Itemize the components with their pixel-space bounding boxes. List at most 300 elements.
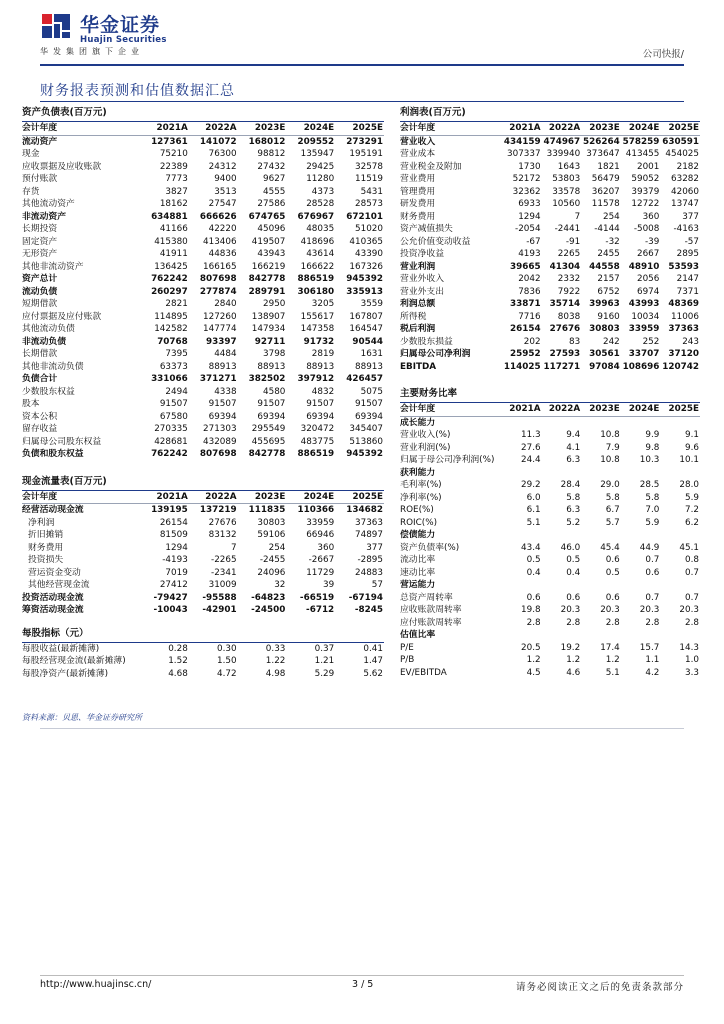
cell-value: 42060 [671,186,699,197]
cell-value: 242 [602,336,620,347]
cell-value: 20.3 [600,605,620,615]
cell-value: 2.8 [566,617,581,628]
cell-value: 0.7 [645,592,660,603]
cell-value: 5.7 [605,517,620,528]
cell-value: 28528 [306,199,335,209]
cell-value: 271303 [203,424,237,434]
cell-value: 43943 [257,249,286,259]
cell-value: 10034 [631,311,660,322]
row-label: 营业税金及附加 [400,161,462,172]
cell-value: 135947 [300,149,335,159]
column-header: 会计年度 [22,490,140,504]
row-label: 存货 [22,186,40,197]
cell-value: 45.4 [600,542,620,553]
cell-value: -2895 [357,555,383,565]
cell-value: 43390 [355,249,383,259]
cell-value: 42220 [208,224,237,234]
cell-value: 74897 [355,530,383,540]
table-row [22,579,384,592]
cell-value: 331066 [151,374,188,384]
disclaimer-note: 请务必阅读正文之后的免责条款部分 [515,982,684,993]
left-column [22,106,384,680]
table-row [22,398,384,411]
table-row [400,654,700,667]
cell-value: 0.6 [566,592,581,603]
cell-value: 11729 [306,567,335,578]
cell-value: -67 [526,236,541,247]
cell-value: 88913 [257,361,286,372]
cell-value: 0.8 [685,555,699,565]
cell-value: 66946 [306,530,335,540]
cell-value: 45.1 [679,542,699,553]
table-row [22,135,384,148]
cell-value: 0.7 [685,567,699,578]
cell-value: 2895 [676,249,699,259]
cell-value: 15.7 [639,642,660,653]
cell-value: 11519 [355,174,383,184]
cell-value: 28.5 [639,480,660,490]
cell-value: 27676 [549,324,581,334]
column-header: 2021A [140,122,189,136]
row-label: 折旧摊销 [28,530,64,540]
row-label: EV/EBITDA [400,667,447,678]
column-header: 2024E [286,490,335,504]
table-row [22,592,384,605]
cell-value: 945392 [346,449,383,459]
table-row [400,504,700,517]
cell-value: 483775 [300,436,335,447]
table-row [22,423,384,436]
table-row [22,386,384,399]
cell-value: 20.3 [679,605,699,615]
cell-value: -57 [684,236,699,247]
cell-value: 634881 [151,211,188,222]
cell-value: 7836 [518,286,541,297]
cell-value: 5.8 [566,492,581,503]
cell-value: 4338 [214,386,237,397]
cell-value: 24883 [355,567,383,578]
cell-value: 1.47 [363,656,383,666]
cell-value: 5.8 [645,492,660,503]
cell-value: 43993 [628,299,660,309]
cell-value: -91 [565,236,581,247]
cell-value: -2341 [211,567,237,578]
cell-value: 371271 [199,374,237,384]
cell-value: 254 [602,211,620,222]
row-label: 其他流动负债 [22,324,75,334]
row-label: 投资活动现金流 [22,592,84,603]
cell-value: 2056 [636,274,660,284]
cell-value: 39 [322,580,335,590]
cell-value: 155617 [300,311,335,322]
row-label: 负债合计 [22,374,58,384]
cell-value: 260297 [151,286,188,297]
cell-value: 9627 [263,174,286,184]
ratio-group-label: 偿债能力 [400,530,436,540]
cell-value: 53803 [552,174,581,184]
cell-value: 4.1 [566,442,581,453]
cell-value: 9.8 [645,442,660,453]
column-header: 2021A [502,403,542,417]
cell-value: 455695 [251,436,286,447]
per-share-heading [22,627,384,643]
table-row [400,617,700,630]
cell-value: 24096 [257,567,286,578]
table-row [400,479,700,492]
cell-value: 37363 [668,324,699,334]
cell-value: 36207 [591,186,620,197]
cell-value: 2332 [557,274,581,284]
cell-value: 3205 [311,299,335,309]
ratio-group-label: 成长能力 [400,417,436,428]
cell-value: 24.4 [521,455,541,465]
cell-value: 252 [642,336,660,347]
cell-value: 48035 [306,224,335,234]
cell-value: 69394 [355,411,383,422]
cell-value: 7 [574,211,581,222]
row-label: 投资损失 [28,555,64,565]
cell-value: 762242 [151,274,188,284]
cell-value: 43.4 [521,542,541,553]
column-header: 会计年度 [22,122,140,136]
cell-value: 1.21 [314,656,335,666]
cell-value: 1631 [360,349,383,359]
cell-value: 69394 [208,411,237,422]
cell-value: 7.0 [645,505,660,515]
cell-value: 254 [268,542,286,553]
cell-value: 32 [274,580,286,590]
cash-flow-heading [22,475,384,491]
cell-value: 7019 [165,567,188,578]
cell-value: 270335 [154,424,188,434]
cell-value: 630591 [662,136,699,147]
row-label: 预付账款 [22,174,58,184]
row-label: 其他经营现金流 [28,580,90,590]
cell-value: 842778 [248,449,286,459]
cell-value: 202 [523,336,541,347]
cell-value: 20.3 [560,605,581,615]
cell-value: 17.4 [600,642,620,653]
row-label: 筹资活动现金流 [22,605,84,615]
cell-value: 5.1 [605,667,620,678]
row-label: 营业收入 [400,136,436,147]
cell-value: 88913 [306,361,335,372]
row-label: 每股经营现金流(最新摊薄) [22,656,126,666]
table-row [22,348,384,361]
row-label: 固定资产 [22,236,58,247]
cell-value: 11578 [591,199,620,209]
row-label: 归属于母公司净利润(%) [400,455,495,465]
row-label: 总资产周转率 [400,592,453,603]
table-row [22,642,384,655]
cell-value: 2819 [311,349,335,359]
row-label: 其他非流动负债 [22,361,84,372]
cell-value: 5431 [360,186,383,197]
cell-value: 27547 [208,199,237,209]
per-share-heading-title: 每股指标（元） [22,627,384,643]
cell-value: 147358 [300,324,335,334]
ratio-group-label: 估值比率 [400,630,436,640]
row-label: P/B [400,655,415,665]
cell-value: -95588 [202,592,237,603]
cell-value: 377 [366,542,383,553]
title-divider [40,101,684,102]
header-divider [40,64,684,66]
column-header: 会计年度 [400,403,502,417]
table-row [400,311,700,324]
section-title: 财务报表预测和估值数据汇总 [40,83,235,99]
row-label: 营业利润 [400,261,436,272]
cell-value: 27412 [159,580,188,590]
cell-value: 9.4 [566,430,581,440]
per-share-table [22,627,384,681]
row-label: 公允价值变动收益 [400,236,471,247]
cell-value: 9400 [214,174,237,184]
column-header: 2025E [335,490,384,504]
table-row [22,554,384,567]
cell-value: 9.9 [645,430,660,440]
cell-value: 137219 [199,505,237,515]
balance-sheet-header-row [22,122,384,136]
ratio-group-row [400,416,700,429]
column-header: 2024E [621,122,661,136]
cell-value: 1.2 [526,655,541,665]
cell-value: 945392 [346,274,383,284]
cell-value: 0.7 [685,592,699,603]
cell-value: 56479 [591,174,620,184]
cell-value: 4193 [518,249,541,259]
row-label: 长期借款 [22,349,58,359]
cell-value: -6712 [306,605,335,615]
footer-url-link[interactable]: http://www.huajinsc.cn/ [40,979,152,990]
cell-value: 2.8 [605,617,620,628]
cash-flow-heading-title: 现金流量表(百万元) [22,475,384,491]
cell-value: 41304 [549,261,581,272]
row-label: 负债和股东权益 [22,449,84,459]
cell-value: 578259 [622,136,660,147]
cell-value: 2821 [165,299,188,309]
cell-value: 33959 [628,324,660,334]
cell-value: 19.8 [521,605,541,615]
cell-value: 5.8 [605,492,620,503]
column-header: 2022A [189,490,238,504]
table-row [22,655,384,668]
cell-value: 138907 [251,311,286,322]
cell-value: 4832 [311,386,335,397]
cell-value: 39963 [589,299,620,309]
cell-value: 2042 [518,274,541,284]
cell-value: 111835 [248,505,286,515]
table-row [22,236,384,249]
row-label: 毛利率(%) [400,480,442,490]
cell-value: 382502 [248,374,286,384]
row-label: 应收票据及应收账款 [22,161,102,172]
cell-value: 98812 [257,149,286,159]
cell-value: 20.3 [639,605,660,615]
cell-value: 22389 [159,161,188,172]
row-label: 经营活动现金流 [22,505,84,515]
cell-value: 1.22 [265,656,286,666]
cell-value: 307337 [507,149,541,159]
cell-value: 7.9 [605,442,620,453]
footer-divider [40,975,684,976]
cell-value: 434159 [503,136,541,147]
cell-value: 5.9 [685,492,699,503]
cell-value: 9.1 [685,430,699,440]
cell-value: 139195 [151,505,188,515]
cell-value: -2667 [308,555,335,565]
cell-value: 91507 [257,399,286,409]
cell-value: 413406 [203,236,237,247]
row-label: 应付票据及应付账款 [22,311,102,322]
table-row [22,186,384,199]
cell-value: 3.3 [685,667,699,678]
cell-value: 27586 [257,199,286,209]
cell-value: 842778 [248,274,286,284]
cell-value: 11280 [306,174,335,184]
row-label: 速动比率 [400,567,436,578]
row-label: 管理费用 [400,186,436,197]
row-label: 无形资产 [22,249,58,259]
table-row [400,236,700,249]
cell-value: 674765 [248,211,286,222]
cell-value: 0.5 [526,555,541,565]
cell-value: 5075 [360,386,383,397]
cell-value: 63282 [671,174,699,184]
cell-value: -42901 [202,605,237,615]
cell-value: 114895 [154,311,188,322]
cell-value: 31009 [208,580,237,590]
table-row [22,361,384,374]
cell-value: 0.6 [645,567,660,578]
cell-value: 5.2 [566,517,581,528]
cell-value: 27.6 [521,442,541,453]
row-label: 营业外收入 [400,274,444,284]
ratio-group-row [400,579,700,592]
cell-value: 167326 [349,261,383,272]
cell-value: 4484 [214,349,237,359]
cell-value: 243 [682,336,699,347]
cell-value: 10560 [552,199,581,209]
cell-value: 4.5 [526,667,541,678]
row-label: 营运资金变动 [28,567,81,578]
cell-value: 28.0 [679,480,699,490]
cell-value: 295549 [251,424,286,434]
table-row [400,592,700,605]
balance-sheet-heading [22,106,384,122]
table-row [22,668,384,681]
cell-value: 7716 [518,311,541,322]
table-row [400,286,700,299]
cash-flow-table [22,475,384,617]
cell-value: 114025 [503,361,541,372]
cell-value: 7371 [676,286,699,297]
cell-value: 2667 [636,249,660,259]
cell-value: 1.1 [645,655,660,665]
cell-value: -5008 [633,224,660,234]
cell-value: 2840 [214,299,237,309]
cell-value: 413455 [625,149,660,159]
cell-value: 167807 [349,311,383,322]
table-row [400,429,700,442]
cell-value: 147774 [203,324,237,334]
cell-value: 0.6 [605,592,620,603]
cell-value: 5.29 [314,668,335,679]
table-row [22,273,384,286]
cell-value: 59106 [257,530,286,540]
cell-value: 1294 [518,211,541,222]
cell-value: 2.8 [685,617,699,628]
ratio-group-row [400,629,700,642]
cell-value: 51020 [355,224,383,234]
cell-value: 6974 [636,286,660,297]
income-statement-header-row [400,122,700,136]
cell-value: 28.4 [560,480,581,490]
cell-value: 39379 [631,186,660,197]
cell-value: 676967 [297,211,335,222]
table-row [400,542,700,555]
cell-value: 5.9 [645,517,660,528]
cell-value: 0.37 [314,643,335,654]
cell-value: 37120 [668,349,699,359]
column-header: 2025E [660,122,700,136]
cell-value: 32578 [355,161,383,172]
row-label: 非流动资产 [22,211,66,222]
row-label: 营业外支出 [400,286,444,297]
balance-sheet-table [22,106,384,461]
cell-value: 18162 [159,199,188,209]
ratio-group-label: 获利能力 [400,467,436,478]
table-row [400,198,700,211]
row-label: 应收账款周转率 [400,605,462,615]
cell-value: 69394 [257,411,286,422]
row-label: 归属母公司净利润 [400,349,471,359]
cell-value: 117271 [543,361,581,372]
row-label: 每股净资产(最新摊薄) [22,668,109,679]
table-row [22,504,384,517]
row-label: 净利润 [28,517,55,528]
cell-value: -10043 [153,605,188,615]
cell-value: 91507 [208,399,237,409]
cell-value: 11006 [671,311,699,322]
cell-value: 0.5 [605,567,620,578]
right-column [400,106,700,679]
cell-value: 88913 [355,361,383,372]
cell-value: 360 [642,211,660,222]
cell-value: 75210 [159,149,188,159]
cell-value: 886519 [297,449,335,459]
cell-value: 48910 [628,261,660,272]
cell-value: 20.5 [521,642,541,653]
cell-value: -4163 [673,224,699,234]
cell-value: 0.7 [645,555,660,565]
cell-value: 120742 [662,361,699,372]
cell-value: 29.2 [521,480,541,490]
cell-value: 277874 [199,286,237,297]
row-label: ROE(%) [400,505,434,515]
table-row [400,492,700,505]
cell-value: 10.8 [600,430,620,440]
table-row [22,517,384,530]
cell-value: 166622 [300,261,335,272]
cell-value: -79427 [153,592,188,603]
cell-value: 474967 [543,136,581,147]
cell-value: 29425 [306,161,335,172]
table-row [400,298,700,311]
cell-value: 339940 [546,149,581,159]
row-label: ROIC(%) [400,517,437,528]
cell-value: 83 [568,336,581,347]
